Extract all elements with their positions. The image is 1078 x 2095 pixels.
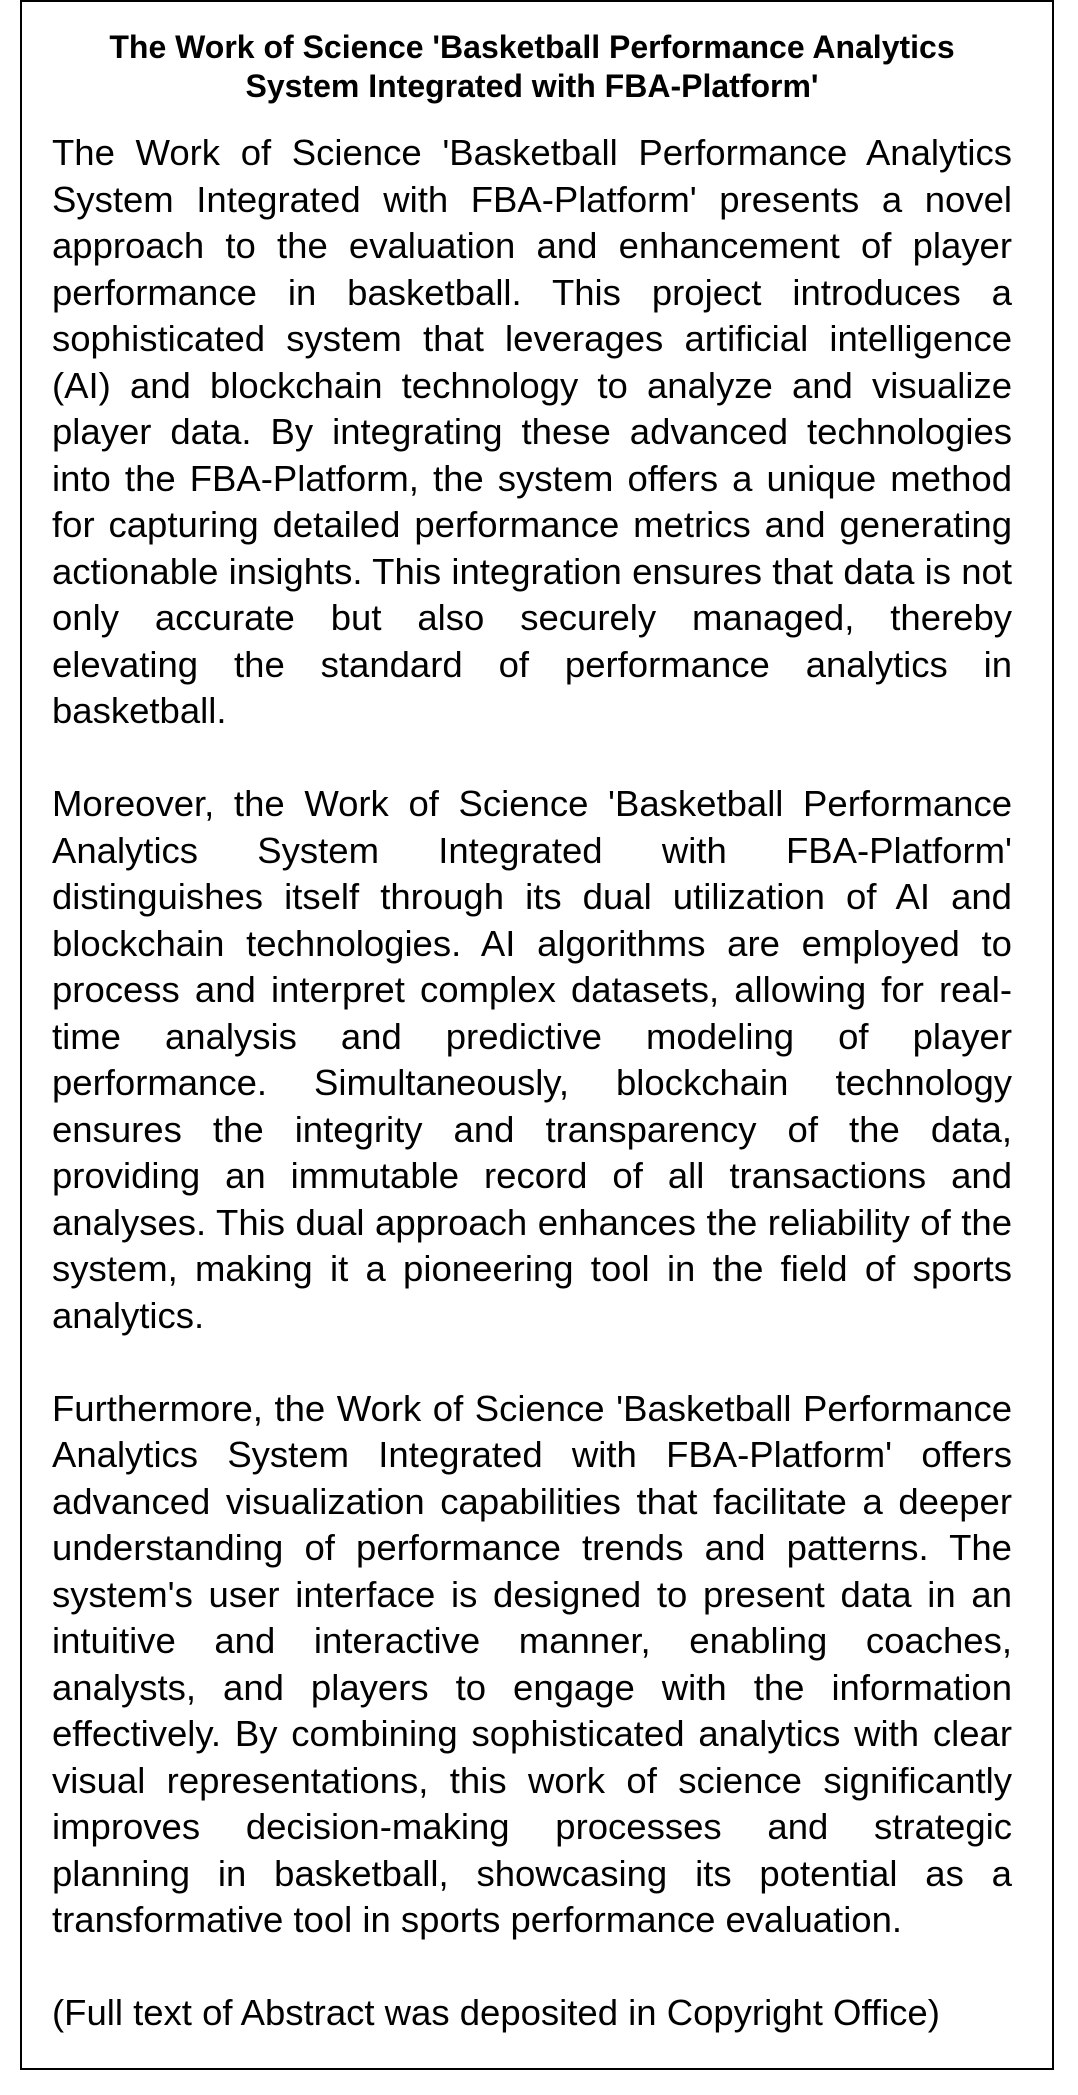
abstract-paragraph-3: Furthermore, the Work of Science 'Basketball Performance Analytics System Integrated with FBA-Platform' offers advanced visualization capabilities that facilitate a deeper understanding of performance trends and patterns. The system's user interface is designed to present data in an intuitive and interactive manner, enabling coaches, analysts, and players to engage with the information effectively. By combining sophisticated analytics with clear visual representations, this work of science significantly improves decision-making processes and strategic planning in basketball, showcasing its potential as a transformative tool in sports performance evaluation. bbox=[52, 1387, 1012, 1940]
abstract-frame bbox=[20, 0, 1054, 2070]
deposit-note: (Full text of Abstract was deposited in Copyright Office) bbox=[52, 1992, 940, 2033]
document-title: The Work of Science 'Basketball Performance Analytics System Integrated with FBA-Platform' bbox=[109, 29, 955, 104]
abstract-paragraph-1: The Work of Science 'Basketball Performance Analytics System Integrated with FBA-Platform' presents a novel approach to the evaluation and enhancement of player performance in basketball. This project introduces a sophisticated system that leverages artificial intelligence (AI) and blockchain technology to analyze and visualize player data. By integrating these advanced technologies into the FBA-Platform, the system offers a unique method for capturing detailed performance metrics and generating actionable insights. This integration ensures that data is not only accurate but also securely managed, thereby elevating the standard of performance analytics in basketball. bbox=[52, 132, 1012, 731]
abstract-paragraph-2: Moreover, the Work of Science 'Basketball Performance Analytics System Integrated with FBA-Platform' distinguishes itself through its dual utilization of AI and blockchain technologies. AI algorithms are employed to process and interpret complex datasets, allowing for real-time analysis and predictive modeling of player performance. Simultaneously, blockchain technology ensures the integrity and transparency of the data, providing an immutable record of all transactions and analyses. This dual approach enhances the reliability of the system, making it a pioneering tool in the field of sports analytics. bbox=[52, 783, 1012, 1336]
